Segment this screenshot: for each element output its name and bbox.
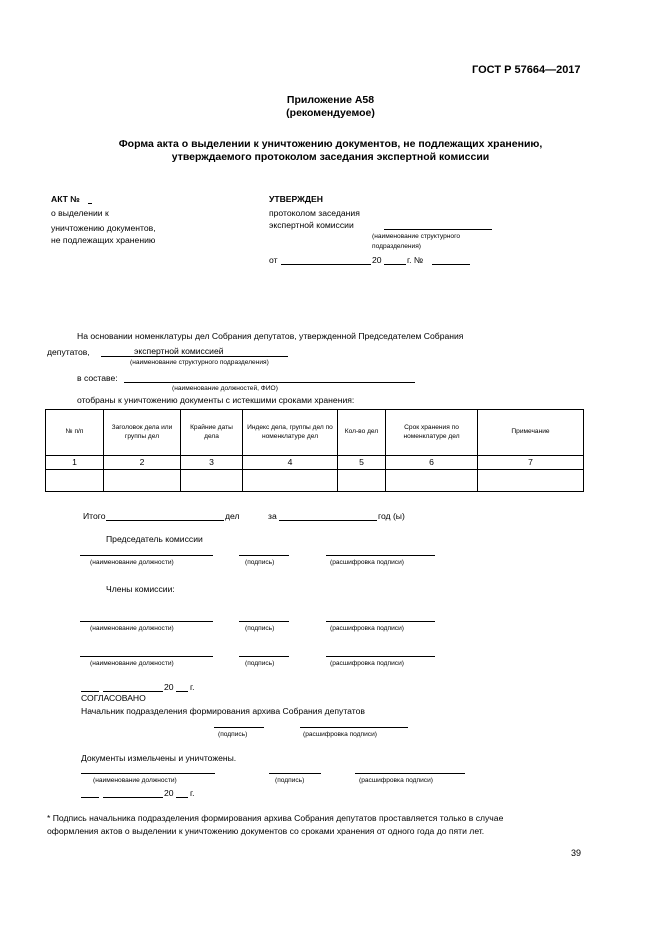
total-cases-line xyxy=(106,520,224,521)
destroyed-label: Документы измельчены и уничтожены. xyxy=(81,753,237,763)
form-title-line2: утверждаемого протоколом заседания экспертной комиссии xyxy=(171,151,490,163)
act-line3: не подлежащих хранению xyxy=(51,235,156,245)
chairman-hint-signature: (подпись) xyxy=(245,559,275,566)
agreed-day-line xyxy=(81,691,99,692)
approved-line1: протоколом заседания xyxy=(269,208,360,218)
table-number-cell: 3 xyxy=(181,456,243,470)
table-cell[interactable] xyxy=(386,470,478,492)
approved-hint2: подразделения) xyxy=(372,243,421,250)
table-number-cell: 5 xyxy=(338,456,386,470)
member2-signature-line xyxy=(239,656,289,657)
table-header-cell: Срок хранения по номенклатуре дел xyxy=(386,410,478,456)
approved-number-line xyxy=(432,264,470,265)
chairman-hint-decoding: (расшифровка подписи) xyxy=(330,559,404,566)
destroyed-hint-signature: (подпись) xyxy=(275,777,305,784)
table-cell[interactable] xyxy=(338,470,386,492)
act-line2: уничтожению документов, xyxy=(51,223,156,233)
approved-year-line xyxy=(384,264,406,265)
appendix-subtitle: (рекомендуемое) xyxy=(286,107,375,119)
agreed-hint-signature: (подпись) xyxy=(218,731,248,738)
table-cell[interactable] xyxy=(46,470,104,492)
chairman-decoding-line xyxy=(326,555,435,556)
form-title-line1: Форма акта о выделении к уничтожению документов, не подлежащих хранению, xyxy=(118,138,543,150)
agreed-year-line xyxy=(176,691,188,692)
approved-from: от xyxy=(269,255,278,265)
destroyed-hint-decoding: (расшифровка подписи) xyxy=(359,777,433,784)
table-number-cell: 4 xyxy=(243,456,338,470)
appendix-title: Приложение А58 xyxy=(286,94,375,106)
act-number-line xyxy=(88,203,92,204)
table-number-row xyxy=(46,456,584,470)
member1-hint-decoding: (расшифровка подписи) xyxy=(330,625,404,632)
destroyed-hint-position: (наименование должности) xyxy=(93,777,177,784)
table-cell[interactable] xyxy=(104,470,181,492)
table-header-cell: Заголовок дела или группы дел xyxy=(104,410,181,456)
act-label: АКТ № xyxy=(51,194,80,204)
member2-position-line xyxy=(80,656,213,657)
agreed-signature-line xyxy=(214,727,264,728)
destroyed-year-line xyxy=(176,797,188,798)
members-label: Члены комиссии: xyxy=(106,584,175,594)
approved-unit-line xyxy=(384,229,492,230)
approved-g-no: г. № xyxy=(407,255,424,265)
agreed-decoding-line xyxy=(300,727,408,728)
chairman-signature-line xyxy=(239,555,289,556)
member1-signature-line xyxy=(239,621,289,622)
documents-table xyxy=(45,409,584,492)
table-cell[interactable] xyxy=(243,470,338,492)
agreed-hint-decoding: (расшифровка подписи) xyxy=(303,731,377,738)
act-line1: о выделении к xyxy=(51,208,109,218)
total-cases: дел xyxy=(225,511,240,521)
table-header-cell: № п/п xyxy=(46,410,104,456)
agreed-year: 20 xyxy=(164,682,174,692)
member2-hint-decoding: (расшифровка подписи) xyxy=(330,660,404,667)
approved-date-line xyxy=(281,264,371,265)
member1-decoding-line xyxy=(326,621,435,622)
agreed-head: Начальник подразделения формирования архива Собрания депутатов xyxy=(81,706,365,716)
destroyed-signature-line xyxy=(269,773,321,774)
agreed-title: СОГЛАСОВАНО xyxy=(81,693,146,703)
member1-position-line xyxy=(80,621,213,622)
table-header-cell: Примечание xyxy=(478,410,584,456)
table-number-cell: 6 xyxy=(386,456,478,470)
destroyed-g: г. xyxy=(190,788,195,798)
table-cell[interactable] xyxy=(478,470,584,492)
table-number-cell: 2 xyxy=(104,456,181,470)
total-years: год (ы) xyxy=(378,511,405,521)
member2-decoding-line xyxy=(326,656,435,657)
table-number-cell: 7 xyxy=(478,456,584,470)
chairman-label: Председатель комиссии xyxy=(106,534,203,544)
body-hint-positions: (наименование должностей, ФИО) xyxy=(172,385,278,392)
member1-hint-position: (наименование должности) xyxy=(90,625,174,632)
chairman-position-line xyxy=(80,555,213,556)
approved-year: 20 xyxy=(372,255,382,265)
body-para1: На основании номенклатуры дел Собрания депутатов, утвержденной Председателем Собрания xyxy=(77,331,464,341)
footnote-line1: * Подпись начальника подразделения формирования архива Собрания депутатов проставляется только в случае xyxy=(47,813,504,823)
destroyed-position-line xyxy=(81,773,215,774)
standard-number: ГОСТ Р 57664—2017 xyxy=(472,64,581,76)
table-header-cell: Крайние даты дела xyxy=(181,410,243,456)
body-selected: отобраны к уничтожению документы с истекшими сроками хранения: xyxy=(77,395,355,405)
page-number: 39 xyxy=(571,848,582,858)
body-deputies: депутатов, xyxy=(47,347,90,357)
body-commission: экспертной комиссией xyxy=(134,346,224,356)
approved-title: УТВЕРЖДЕН xyxy=(269,194,323,204)
destroyed-day-line xyxy=(81,797,99,798)
agreed-month-line xyxy=(103,691,163,692)
table-header-cell: Индекс дела, группы дел по номенклатуре дел xyxy=(243,410,338,456)
approved-line2: экспертной комиссии xyxy=(269,220,354,230)
body-hint-unit: (наименование структурного подразделения) xyxy=(130,359,269,366)
body-composition-line xyxy=(124,382,415,383)
table-header-row xyxy=(46,410,584,456)
destroyed-month-line xyxy=(103,797,163,798)
chairman-hint-position: (наименование должности) xyxy=(90,559,174,566)
footnote-line2: оформления актов о выделении к уничтожению документов со сроками хранения от одного года до пяти лет. xyxy=(47,826,485,836)
member2-hint-position: (наименование должности) xyxy=(90,660,174,667)
body-composition: в составе: xyxy=(77,373,118,383)
destroyed-decoding-line xyxy=(355,773,465,774)
approved-hint1: (наименование структурного xyxy=(372,233,461,240)
total-label: Итого xyxy=(83,511,106,521)
member1-hint-signature: (подпись) xyxy=(245,625,275,632)
table-header-cell: Кол-во дел xyxy=(338,410,386,456)
total-years-line xyxy=(279,520,377,521)
destroyed-year: 20 xyxy=(164,788,174,798)
table-row xyxy=(46,470,584,492)
agreed-g: г. xyxy=(190,682,195,692)
body-commission-line xyxy=(101,356,288,357)
table-number-cell: 1 xyxy=(46,456,104,470)
member2-hint-signature: (подпись) xyxy=(245,660,275,667)
total-for: за xyxy=(268,511,277,521)
table-cell[interactable] xyxy=(181,470,243,492)
